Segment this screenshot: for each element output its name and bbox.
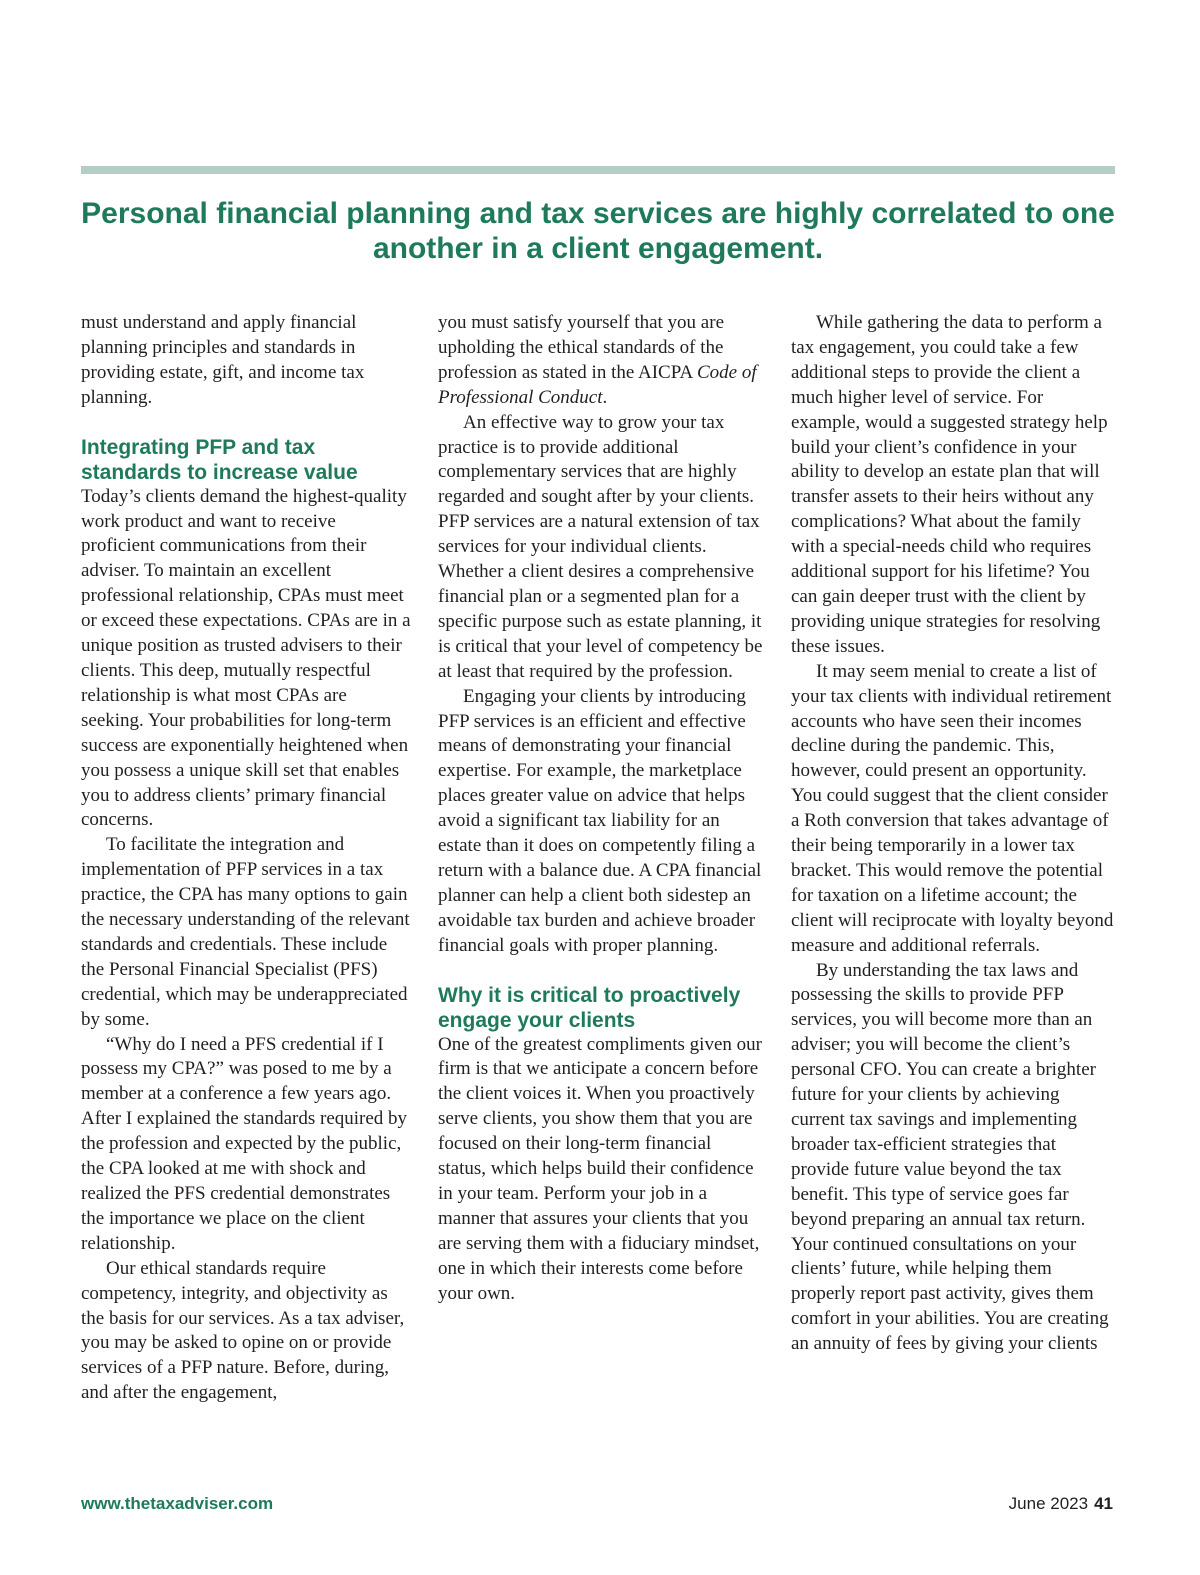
- paragraph: Our ethical standards require competency, integrity, and objectivity as the basis for our services. As a tax adviser, you may be asked to opine on or provide services of a PFP nature. Before, during, and after the engagement,: [81, 1257, 405, 1404]
- paragraph-text: you must satisfy yourself that you are upholding the ethical standards of the profession as stated in the AICPA: [438, 312, 725, 383]
- paragraph: must understand and apply financial planning principles and standards in providing estate, gift, and income tax planning.: [81, 312, 365, 408]
- paragraph: It may seem menial to create a list of your tax clients with individual retirement accounts who have seen their incomes decline during the pandemic. This, however, could present an opportunity. You could suggest that the client consider a Roth conversion that takes advantage of their being temporarily in a lower tax bracket. This would remove the potential for taxation on a lifetime account; the client will reciprocate with loyalty beyond measure and additional referrals.: [791, 660, 1114, 956]
- top-divider-bar: [81, 166, 1115, 174]
- footer-website-link[interactable]: www.thetaxadviser.com: [81, 1494, 274, 1513]
- paragraph: [438, 311, 763, 411]
- paragraph: To facilitate the integration and implementation of PFP services in a tax practice, the CPA has many options to gain the necessary understanding of the relevant standards and credentials. These include the Personal Financial Specialist (PFS) credential, which may be underappreciated by some.: [81, 834, 410, 1030]
- paragraph: One of the greatest compliments given our firm is that we anticipate a concern before the client voices it. When you proactively serve clients, you show them that you are focused on their long-term financial status, which helps build their confidence in your team. Perform your job in a manner that assures your clients that you are serving them with a fiduciary mindset, one in which their interests come before your own.: [438, 1033, 762, 1304]
- paragraph-end: .: [602, 386, 608, 408]
- paragraph: While gathering the data to perform a tax engagement, you could take a few additional steps to provide the client a much higher level of service. For example, would a suggested strategy help build your client’s confidence in your ability to develop an estate plan that will transfer assets to their heirs without any complications? What about the family with a special-needs child who requires additional support for his lifetime? You can gain deeper trust with the client by providing unique strategies for resolving these issues.: [791, 312, 1108, 657]
- pull-quote: Personal financial planning and tax services are highly correlated to one another in a client engagement.: [81, 197, 1115, 265]
- paragraph: By understanding the tax laws and possessing the skills to provide PFP services, you will become more than an adviser; you will become the client’s personal CFO. You can create a brighter future for your clients by achieving current tax savings and implementing broader tax-efficient strategies that provide future value beyond the tax benefit. This type of service goes far beyond preparing an annual tax return. Your continued consultations on your clients’ future, while helping them properly report past activity, gives them comfort in your abilities. You are creating an annuity of fees by giving your clients: [791, 959, 1109, 1355]
- article-column-2: [438, 311, 763, 1307]
- article-column-3: [791, 311, 1116, 1357]
- paragraph: An effective way to grow your tax practice is to provide additional complementary services that are highly regarded and sought after by your clients. PFP services are a natural extension of tax services for your individual clients. Whether a client desires a comprehensive financial plan or a segmented plan for a specific purpose such as estate planning, it is critical that your level of competency be at least that required by the profession.: [438, 411, 763, 682]
- paragraph: Engaging your clients by introducing PFP services is an efficient and effective means of demonstrating your financial expertise. For example, the marketplace places greater value on advice that helps avoid a significant tax liability for an estate than it does on competently filing a return with a balance due. A CPA financial planner can help a client both sidestep an avoidable tax burden and achieve broader financial goals with proper planning.: [438, 685, 762, 956]
- code-title-italic: Code of Professional Conduct: [438, 361, 757, 408]
- section-heading-proactive: Why it is critical to proactively engage your clients: [438, 983, 741, 1032]
- section-heading-integrating: Integrating PFP and tax standards to increase value: [81, 435, 358, 484]
- page-number: 41: [1094, 1494, 1113, 1513]
- article-column-1: [81, 311, 411, 1406]
- issue-date: June 2023: [1008, 1494, 1089, 1513]
- paragraph: Today’s clients demand the highest-quality work product and want to receive proficient communications from their adviser. To maintain an excellent professional relationship, CPAs must meet or exceed these expectations. CPAs are in a unique position as trusted advisers to their clients. This deep, mutually respectful relationship is what most CPAs are seeking. Your probabilities for long-term success are exponentially heightened when you possess a unique skill set that enables you to address clients’ primary financial concerns.: [81, 485, 411, 831]
- paragraph: “Why do I need a PFS credential if I possess my CPA?” was posed to me by a member at a conference a few years ago. After I explained the standards required by the profession and expected by the public, the CPA looked at me with shock and realized the PFS credential demonstrates the importance we place on the client relationship.: [81, 1033, 408, 1254]
- footer-issue-info: [1009, 1494, 1113, 1514]
